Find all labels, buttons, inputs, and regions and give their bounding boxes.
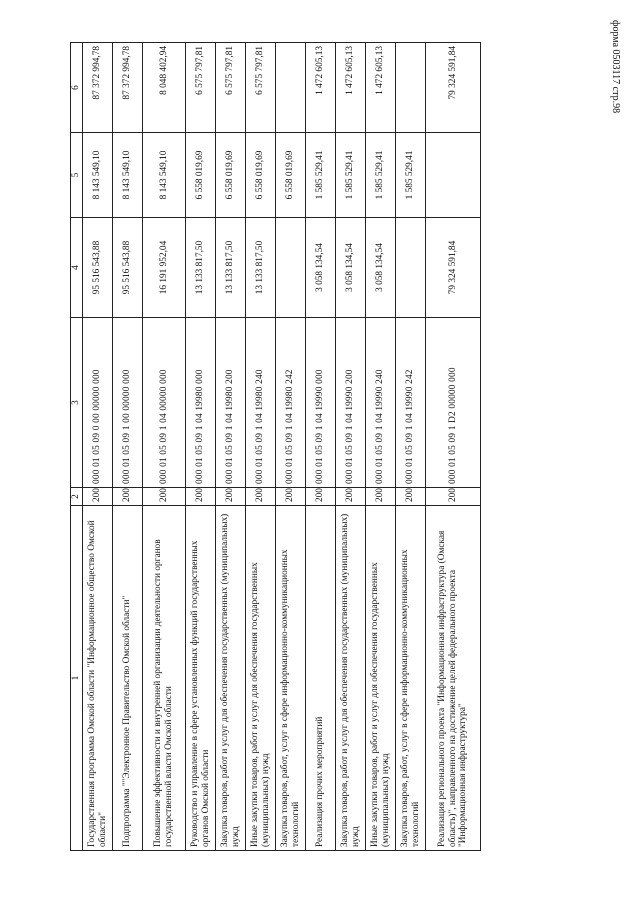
unexecuted-amount: 87 372 994,78 [83,43,113,133]
column-number: 2 [71,488,83,506]
unexecuted-amount: 8 048 402,94 [143,43,186,133]
indicator-name: Руководство и управление в сфере установленных функций государственных органов Омской области [186,506,216,851]
table-row [426,43,481,851]
indicator-name: Подпрограмма ""Электронное Правительство Омской области" [113,506,143,851]
executed-amount: 6 558 019,69 [186,133,216,218]
unexecuted-amount [276,43,306,133]
executed-amount: 6 558 019,69 [276,133,306,218]
budget-classification-code: 000 01 05 09 1 04 19980 000 [186,318,216,488]
approved-amount [276,218,306,318]
unexecuted-amount: 1 472 605,13 [306,43,336,133]
line-code: 200 [366,488,396,506]
column-number: 1 [71,506,83,851]
table-row [336,43,366,851]
indicator-name: Закупка товаров, работ, услуг в сфере информационно-коммуникационных технологий [396,506,426,851]
line-code: 200 [83,488,113,506]
table-row [276,43,306,851]
indicator-name: Иные закупки товаров, работ и услуг для обеспечения государственных (муниципальных) нужд [366,506,396,851]
approved-amount: 95 516 543,88 [83,218,113,318]
column-number: 4 [71,218,83,318]
budget-classification-code: 000 01 05 09 1 04 19980 242 [276,318,306,488]
indicator-name: Закупка товаров, работ, услуг в сфере информационно-коммуникационных технологий [276,506,306,851]
indicator-name: Повышение эффективности и внутренней организации деятельности органов государственной власти Омской области [143,506,186,851]
approved-amount: 79 324 591,84 [426,218,481,318]
unexecuted-amount: 87 372 994,78 [113,43,143,133]
line-code: 200 [396,488,426,506]
table-row [83,43,113,851]
table-row [366,43,396,851]
budget-classification-code: 000 01 05 09 1 04 19990 242 [396,318,426,488]
line-code: 200 [306,488,336,506]
budget-classification-code: 000 01 05 09 1 04 19990 000 [306,318,336,488]
approved-amount: 13 133 817,50 [186,218,216,318]
report-table-container [70,43,601,851]
indicator-name: Закупка товаров, работ и услуг для обеспечения государственных (муниципальных) нужд [216,506,246,851]
unexecuted-amount: 6 575 797,81 [246,43,276,133]
budget-classification-code: 000 01 05 09 1 04 19980 200 [216,318,246,488]
executed-amount: 6 558 019,69 [246,133,276,218]
unexecuted-amount: 6 575 797,81 [186,43,216,133]
approved-amount: 13 133 817,50 [216,218,246,318]
unexecuted-amount: 1 472 605,13 [336,43,366,133]
column-number: 3 [71,318,83,488]
budget-classification-code: 000 01 05 09 1 04 19990 240 [366,318,396,488]
line-code: 200 [143,488,186,506]
table-row [306,43,336,851]
approved-amount [396,218,426,318]
indicator-name: Иные закупки товаров, работ и услуг для обеспечения государственных (муниципальных) нужд [246,506,276,851]
approved-amount: 3 058 134,54 [366,218,396,318]
approved-amount: 95 516 543,88 [113,218,143,318]
indicator-name: Реализация регионального проекта "Информационная инфраструктура (Омская область)", направленного на достижение целей федерального проекта "Информационная инфраструктура" [426,506,481,851]
approved-amount: 3 058 134,54 [306,218,336,318]
budget-classification-code: 000 01 05 09 1 04 19990 200 [336,318,366,488]
line-code: 200 [113,488,143,506]
unexecuted-amount [396,43,426,133]
approved-amount: 13 133 817,50 [246,218,276,318]
line-code: 200 [276,488,306,506]
line-code: 200 [186,488,216,506]
indicator-name: Реализация прочих мероприятий [306,506,336,851]
unexecuted-amount: 79 324 591,84 [426,43,481,133]
line-code: 200 [426,488,481,506]
budget-classification-code: 000 01 05 09 1 00 00000 000 [113,318,143,488]
unexecuted-amount: 6 575 797,81 [216,43,246,133]
budget-classification-code: 000 01 05 09 1 04 19980 240 [246,318,276,488]
column-number-row [71,43,83,851]
line-code: 200 [216,488,246,506]
executed-amount [426,133,481,218]
executed-amount: 6 558 019,69 [216,133,246,218]
executed-amount: 1 585 529,41 [306,133,336,218]
executed-amount: 1 585 529,41 [366,133,396,218]
line-code: 200 [336,488,366,506]
executed-amount: 8 143 549,10 [83,133,113,218]
executed-amount: 1 585 529,41 [336,133,366,218]
indicator-name: Закупка товаров, работ и услуг для обеспечения государственных (муниципальных) нужд [336,506,366,851]
column-number: 6 [71,43,83,133]
table-row [396,43,426,851]
table-row [113,43,143,851]
approved-amount: 16 191 952,04 [143,218,186,318]
table-row [143,43,186,851]
line-code: 200 [246,488,276,506]
indicator-name: Государственная программа Омской области "Информационное общество Омской области" [83,506,113,851]
budget-classification-code: 000 01 05 09 1 D2 00000 000 [426,318,481,488]
form-page-label: форма 0503117 стр.98 [610,20,621,114]
table-row [216,43,246,851]
executed-amount: 1 585 529,41 [396,133,426,218]
unexecuted-amount: 1 472 605,13 [366,43,396,133]
approved-amount: 3 058 134,54 [336,218,366,318]
table-row [246,43,276,851]
executed-amount: 8 143 549,10 [143,133,186,218]
budget-classification-code: 000 01 05 09 1 04 00000 000 [143,318,186,488]
executed-amount: 8 143 549,10 [113,133,143,218]
budget-execution-table [70,42,481,851]
budget-classification-code: 000 01 05 09 0 00 00000 000 [83,318,113,488]
column-number: 5 [71,133,83,218]
table-row [186,43,216,851]
